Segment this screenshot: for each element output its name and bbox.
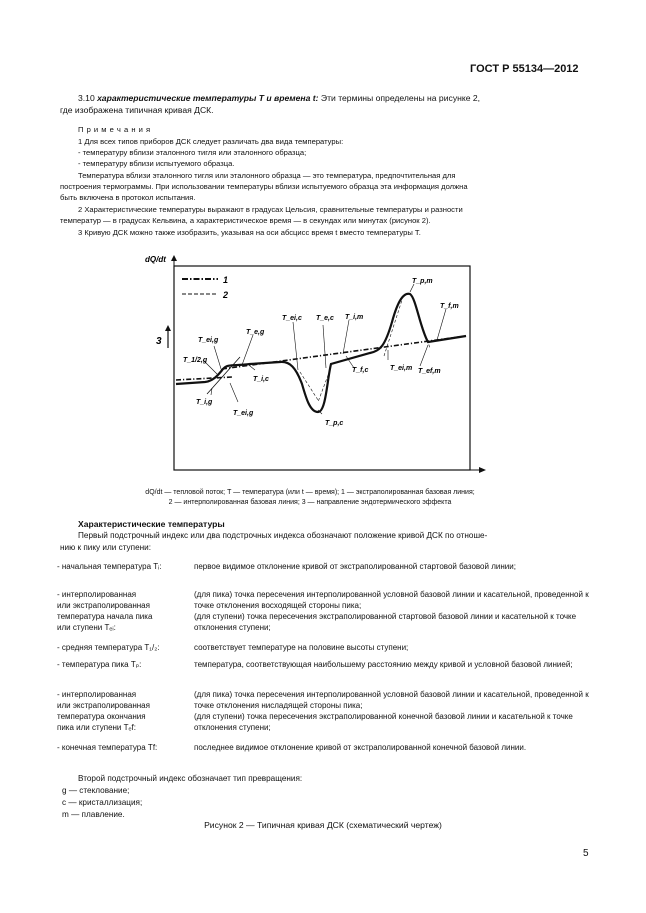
section-number: 3.10	[78, 93, 95, 103]
label-T-ic: T_i,c	[253, 376, 269, 383]
label-T-12g: T_1/2,g	[183, 357, 208, 364]
note-line: 3 Кривую ДСК можно также изобразить, указывая на оси абсцисс время t вместо температуры T.	[78, 228, 421, 237]
endo-arrow	[165, 325, 171, 331]
definition-row	[57, 689, 597, 737]
note-line: - температуру вблизи испытуемого образца.	[78, 159, 235, 168]
definition-row	[57, 589, 597, 637]
baseline-start	[176, 377, 232, 380]
definition-text: последнее видимое отклонение кривой от экстраполированной конечной базовой линии.	[194, 743, 527, 752]
label-T-eic: T_ei,c	[282, 315, 302, 322]
note-line: построения термограммы. При использовании температуры вблизи испытуемого образца эта информация должна	[60, 182, 468, 191]
note-line: температур — в градусах Кельвина, а характеристическое время — в секундах или минутах (рисунок 2).	[60, 216, 431, 225]
definition-term: - интерполированная или экстраполированная температура окончания пика или ступени Tₑf:	[57, 690, 150, 732]
standard-header: ГОСТ Р 55134—2012	[470, 63, 579, 75]
section-title: характеристические температуры T и времена t:	[97, 93, 319, 103]
label-T-eim: T_ei,m	[390, 365, 413, 372]
definition-row	[57, 561, 597, 585]
second-index-item: c — кристаллизация;	[62, 798, 143, 807]
label-T-eg: T_e,g	[246, 329, 265, 336]
char-temps-intro-2: нию к пику или ступени:	[60, 543, 152, 552]
label-T-pc: T_p,c	[325, 420, 344, 427]
legend-label-2: 2	[223, 290, 229, 300]
dsc-figure	[140, 250, 500, 482]
section-line-1	[78, 92, 480, 104]
definition-term: - начальная температура Tᵢ:	[57, 562, 162, 571]
section-line1-rest: Эти термины определены на рисунке 2,	[320, 93, 481, 103]
label-T-im: T_i,m	[345, 314, 364, 321]
definition-text: (для пика) точка пересечения интерполированной условной базовой линии и касательной, проведенной к точке отклонения восходящей стороны пика; (для ступени) точка пересечения экстраполированной стартовой базовой линии и касательной к точке отклонения ступени;	[194, 590, 589, 632]
section-line-2: где изображена типичная кривая ДСК.	[60, 105, 214, 115]
figure-title: Рисунок 2 — Типичная кривая ДСК (схематический чертеж)	[204, 820, 442, 830]
definition-term: - температура пика Tₚ:	[57, 660, 142, 669]
label-T-eig: T_ei,g	[198, 337, 219, 344]
definition-row	[57, 642, 597, 654]
tangent-melt-1	[384, 300, 402, 356]
figure-legend-line-2: 2 — интерполированная базовая линия; 3 — направление эндотермического эффекта	[168, 499, 452, 506]
note-line: - температуру вблизи эталонного тигля или эталонного образца;	[78, 148, 307, 157]
definition-text: температура, соответствующая наибольшему расстоянию между кривой и условной базовой линией;	[194, 660, 573, 669]
page-number: 5	[583, 848, 589, 859]
note-line: быть включена в протокол испытания.	[60, 193, 196, 202]
label-T-eig-2: T_ei,g	[233, 410, 254, 417]
definition-term: - интерполированная или экстраполированная температура начала пика или ступени Tₑᵢ:	[57, 590, 153, 632]
definition-term: - средняя температура T₁/₂:	[57, 643, 160, 652]
definition-text: соответствует температуре на половине высоты ступени;	[194, 643, 409, 652]
note-line: Температура вблизи эталонного тигля или эталонного образца — это температура, предпочтительная для	[78, 171, 456, 180]
definition-text: первое видимое отклонение кривой от экстраполированной стартовой базовой линии;	[194, 562, 516, 571]
label-T-pm: T_p,m	[412, 278, 433, 285]
notes-heading: П р и м е ч а н и я	[78, 125, 151, 134]
label-T-ig: T_i,g	[196, 399, 213, 406]
definition-text: (для пика) точка пересечения интерполированной условной базовой линии и касательной, проведенной к точке отклонения нисладящей стороны пика; (для ступени) точка пересечения экстраполированной конечной базовой линии и касательной к точке отклонения ступени;	[194, 690, 589, 732]
legend-label-1: 1	[223, 275, 229, 285]
endo-arrow-label: 3	[156, 336, 162, 347]
note-line: 1 Для всех типов приборов ДСК следует различать два вида температуры:	[78, 137, 344, 146]
note-line: 2 Характеристические температуры выражают в градусах Цельсия, сравнительные температуры и разности	[78, 205, 463, 214]
label-T-ec: T_e,c	[316, 315, 334, 322]
y-axis-arrow	[171, 255, 177, 261]
label-T-efm: T_ef,m	[418, 368, 441, 375]
y-axis-label: dQ/dt	[145, 255, 166, 264]
x-axis-arrow	[479, 467, 486, 473]
char-temps-heading: Характеристические температуры	[78, 519, 225, 529]
second-index-intro: Второй подстрочный индекс обозначает тип превращения:	[78, 774, 303, 783]
label-T-fm: T_f,m	[440, 303, 459, 310]
definition-term: - конечная температура Tf:	[57, 743, 158, 752]
definition-row	[57, 742, 597, 754]
second-index-item: g — стеклование;	[62, 786, 130, 795]
label-T-fc: T_f,c	[352, 367, 369, 374]
char-temps-intro-1: Первый подстрочный индекс или два подстрочных индекса обозначают положение кривой ДСК по отноше-	[78, 531, 488, 540]
second-index-item: m — плавление.	[62, 810, 125, 819]
definition-row	[57, 659, 597, 683]
figure-legend-line-1: dQ/dt — тепловой поток; T — температура (или t — время); 1 — экстраполированная базовая линия;	[145, 489, 475, 496]
